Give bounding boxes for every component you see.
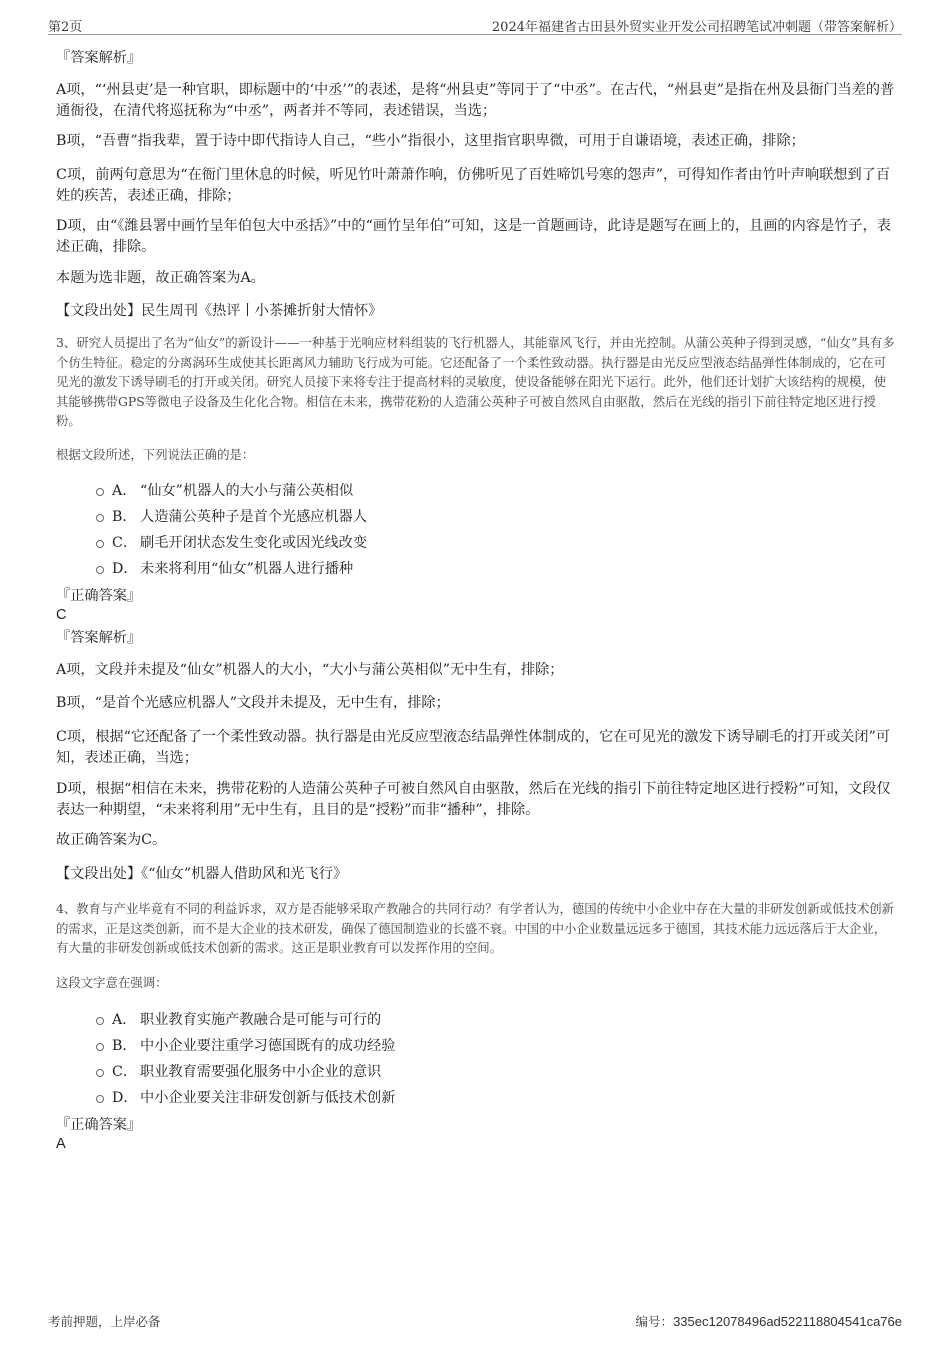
- q2-source: 【文段出处】民生周刊《热评丨小茶摊折射大情怀》: [56, 303, 383, 319]
- q4-option-c[interactable]: C． 职业教育需要强化服务中小企业的意识: [96, 1062, 381, 1082]
- q4-answer-label: 『正确答案』: [56, 1117, 142, 1133]
- q3-conclusion: 故正确答案为C。: [56, 832, 167, 848]
- page-number: 第2页: [48, 20, 83, 35]
- q2-analysis-c: C项，前两句意思为“在衙门里休息的时候，听见竹叶萧萧作响，仿佛听见了百姓啼饥号寒的怨声”，可得知作者由竹叶声响联想到了百姓的疾苦，表述正确，排除；: [56, 167, 891, 204]
- q3-stem: 根据文段所述，下列说法正确的是：: [56, 447, 255, 462]
- q3-answer: C: [56, 607, 67, 623]
- q3-analysis-label: 『答案解析』: [56, 630, 142, 646]
- q3-analysis-c: C项，根据“它还配备了一个柔性致动器。执行器是由光反应型液态结晶弹性体制成的，它在可见光的激发下诱导刷毛的打开或关闭”可知，表述正确，当选；: [56, 729, 891, 766]
- radio-button[interactable]: [96, 540, 104, 548]
- radio-button[interactable]: [96, 1043, 104, 1051]
- radio-button[interactable]: [96, 1095, 104, 1103]
- q4-option-b[interactable]: B． 中小企业要注重学习德国既有的成功经验: [96, 1036, 395, 1056]
- document-title: 2024年福建省古田县外贸实业开发公司招聘笔试冲刺题（带答案解析）: [491, 20, 902, 35]
- q3-option-a[interactable]: A． “仙女”机器人的大小与蒲公英相似: [96, 481, 353, 501]
- q3-analysis-b: B项，“是首个光感应机器人”文段并未提及，无中生有，排除；: [56, 695, 450, 711]
- q2-analysis-label: 『答案解析』: [56, 50, 142, 66]
- q3-option-c[interactable]: C． 刷毛开闭状态发生变化或因光线改变: [96, 533, 367, 553]
- q3-answer-label: 『正确答案』: [56, 588, 142, 604]
- q2-analysis-b: B项，“吾曹”指我辈，置于诗中即代指诗人自己，“些小”指很小，这里指官职卑微，可用于自谦语境，表述正确，排除；: [56, 133, 805, 149]
- page-header: [48, 14, 902, 35]
- radio-button[interactable]: [96, 1017, 104, 1025]
- q3-option-d[interactable]: D． 未来将利用“仙女”机器人进行播种: [96, 559, 353, 579]
- code-label: 编号：: [635, 1314, 674, 1329]
- radio-button[interactable]: [96, 1069, 104, 1077]
- footer-slogan: 考前押题，上岸必备: [48, 1314, 161, 1329]
- q4-stem: 这段文字意在强调：: [56, 975, 168, 990]
- q4-option-d[interactable]: D． 中小企业要关注非研发创新与低技术创新: [96, 1088, 395, 1108]
- q3-option-b[interactable]: B． 人造蒲公英种子是首个光感应机器人: [96, 507, 367, 527]
- page-footer: [48, 1310, 902, 1330]
- q2-analysis-d: D项，由“《潍县署中画竹呈年伯包大中丞括》”中的“画竹呈年伯”可知，这是一首题画诗，此诗是题写在画上的，且画的内容是竹子，表述正确，排除。: [56, 218, 891, 255]
- code-value: 335ec12078496ad522118804541ca76e: [673, 1314, 902, 1329]
- q4-passage: 4、教育与产业毕竟有不同的利益诉求，双方是否能够采取产教融合的共同行动？有学者认为，德国的传统中小企业中存在大量的非研发创新或低技术创新的需求，正是这类创新，而不是大企业的技术研发，确保了德国制造业的长盛不衰。中国的中小企业数量远远多于德国，其技术能力远远落后于大企业，有大量的非研发创新或低技术创新的需求。这正是职业教育可以发挥作用的空间。: [56, 901, 895, 955]
- q4-option-a[interactable]: A． 职业教育实施产教融合是可能与可行的: [96, 1010, 381, 1030]
- q3-source: 【文段出处】《“仙女”机器人借助风和光飞行》: [56, 866, 348, 882]
- q4-answer: A: [56, 1136, 66, 1152]
- radio-button[interactable]: [96, 514, 104, 522]
- radio-button[interactable]: [96, 488, 104, 496]
- radio-button[interactable]: [96, 566, 104, 574]
- footer-code: [636, 1312, 902, 1330]
- q3-analysis-d: D项，根据“相信在未来，携带花粉的人造蒲公英种子可被自然风自由驱散，然后在光线的指引下前往特定地区进行授粉”可知，文段仅表达一种期望，“未来将利用”无中生有，且目的是“授粉”而非“播种”，排除。: [56, 781, 891, 818]
- q2-conclusion: 本题为选非题，故正确答案为A。: [56, 270, 265, 286]
- q3-passage: 3、研究人员提出了名为“仙女”的新设计——一种基于光响应材料组装的飞行机器人，其能靠风飞行，并由光控制。从蒲公英种子得到灵感，“仙女”具有多个仿生特征。稳定的分离涡环生成使其长距离风力辅助飞行成为可能。它还配备了一个柔性致动器。执行器是由光反应型液态结晶弹性体制成的，它在可见光的激发下诱导刷毛的打开或关闭。研究人员接下来将专注于提高材料的灵敏度，使设备能够在阳光下运行。此外，他们还计划扩大该结构的规模，使其能够携带GPS等微电子设备及生化化合物。相信在未来，携带花粉的人造蒲公英种子可被自然风自由驱散，然后在光线的指引下前往特定地区进行授粉。: [56, 335, 895, 428]
- q2-analysis-a: A项，“‘州县吏’是一种官职，即标题中的‘中丞’”的表述，是将“州县吏”等同于了“中丞”。在古代，“州县吏”是指在州及县衙门当差的普通衙役，在清代将巡抚称为“中丞”，两者并不等同，表述错误，当选；: [56, 82, 895, 119]
- q3-analysis-a: A项，文段并未提及“仙女”机器人的大小，“大小与蒲公英相似”无中生有，排除；: [56, 662, 564, 678]
